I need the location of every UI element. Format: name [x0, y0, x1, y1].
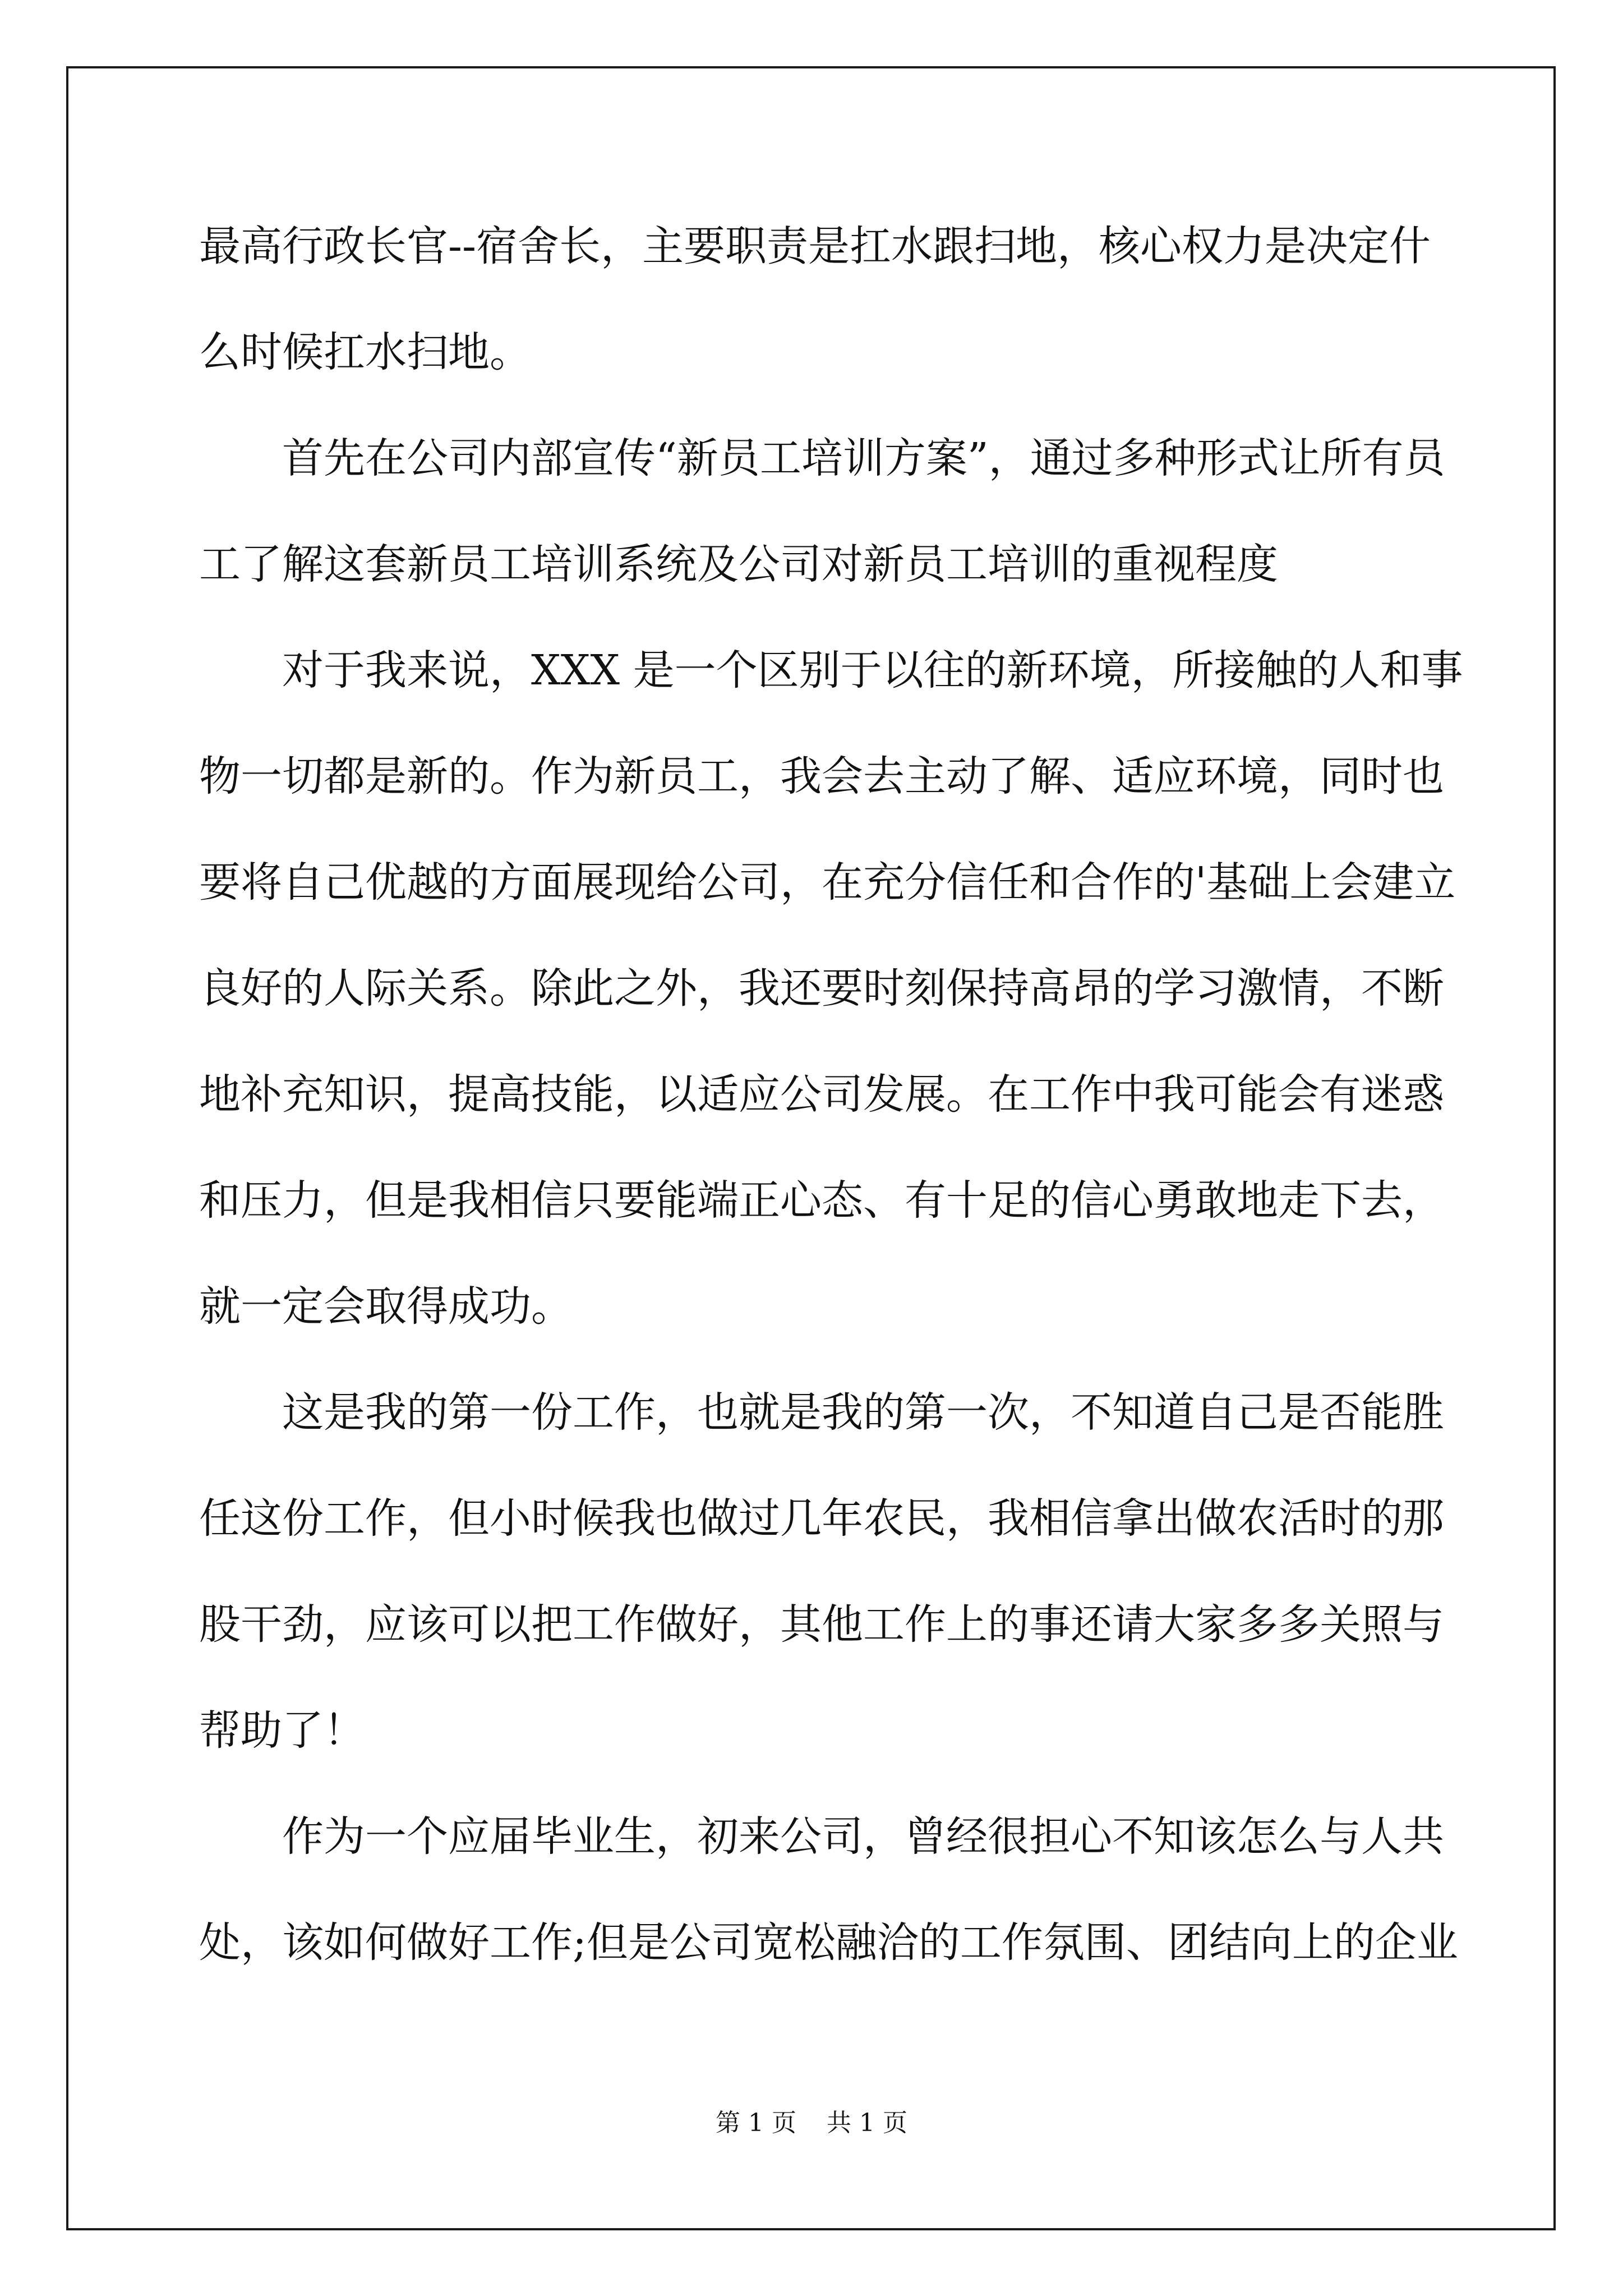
text-line: 首先在公司内部宣传“新员工培训方案”，通过多种形式让所有员 — [282, 434, 1445, 482]
document-body — [199, 194, 1463, 1996]
paragraph — [199, 618, 1463, 1360]
text-line: 工了解这套新员工培训系统及公司对新员工培训的重视程度 — [199, 540, 1278, 588]
page-total: 共 1 页 — [827, 2109, 907, 2137]
text-line: 任这份工作，但小时候我也做过几年农民，我相信拿出做农活时的那 — [199, 1494, 1444, 1543]
text-line: 最高行政长官--宿舍长，主要职责是扛水跟扫地，核心权力是决定什 — [199, 222, 1431, 270]
text-line: 处，该如何做好工作;但是公司宽松融洽的工作氛围、团结向上的企业 — [199, 1918, 1458, 1967]
page-number: 第 1 页 — [716, 2109, 796, 2137]
text-line: 股干劲，应该可以把工作做好，其他工作上的事还请大家多多关照与 — [199, 1600, 1444, 1649]
text-line: 么时候扛水扫地。 — [199, 328, 531, 376]
text-line: 作为一个应届毕业生，初来公司，曾经很担心不知该怎么与人共 — [282, 1812, 1444, 1861]
text-line: 就一定会取得成功。 — [199, 1282, 573, 1331]
paragraph — [199, 1360, 1444, 1784]
text-line: 这是我的第一份工作，也就是我的第一次，不知道自己是否能胜 — [282, 1388, 1444, 1437]
text-line: 和压力，但是我相信只要能端正心态、有十足的信心勇敢地走下去， — [199, 1176, 1444, 1225]
paragraph — [199, 194, 1431, 406]
text-line: 物一切都是新的。作为新员工，我会去主动了解、适应环境，同时也 — [199, 752, 1444, 800]
text-line: 对于我来说，XXX 是一个区别于以往的新环境，所接触的人和事 — [282, 646, 1463, 694]
text-line: 良好的人际关系。除此之外，我还要时刻保持高昂的学习激情，不断 — [199, 964, 1444, 1013]
text-line: 地补充知识，提高技能，以适应公司发展。在工作中我可能会有迷惑 — [199, 1070, 1444, 1119]
paragraph — [199, 406, 1445, 618]
text-line: 帮助了！ — [199, 1706, 365, 1755]
page-footer — [0, 2102, 1623, 2138]
paragraph — [199, 1784, 1458, 1996]
text-line: 要将自己优越的方面展现给公司，在充分信任和合作的'基础上会建立 — [199, 858, 1456, 907]
